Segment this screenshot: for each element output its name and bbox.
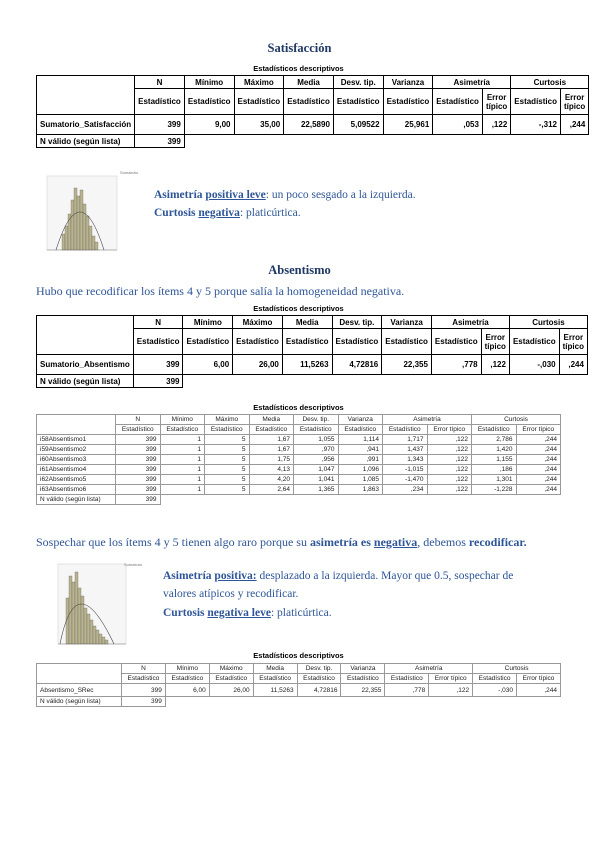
note-text: valores atípicos y recodificar.	[163, 588, 299, 600]
cell: 399	[116, 485, 161, 495]
sub-header: Error típico	[427, 425, 472, 435]
cell: 6,00	[183, 355, 233, 375]
cell: ,941	[338, 445, 383, 455]
cell: 1	[160, 455, 205, 465]
cell: 1,365	[294, 485, 339, 495]
cell: 5	[205, 435, 250, 445]
col-header: Asimetría	[383, 415, 472, 425]
note-asimetria-abs	[163, 570, 513, 582]
cell: 26,00	[209, 684, 253, 697]
cell: 1,437	[383, 445, 428, 455]
cell: 1	[160, 435, 205, 445]
table-row	[37, 135, 589, 148]
suspicion-paragraph	[36, 535, 527, 550]
cell: 399	[135, 135, 185, 148]
table-row	[37, 375, 588, 388]
histogram-thumbnail	[42, 170, 139, 262]
cell: 399	[116, 465, 161, 475]
table-row	[37, 455, 561, 465]
table-row	[37, 445, 561, 455]
note-text: : un poco sesgado a la izquierda.	[265, 189, 416, 201]
col-header: Curtosis	[472, 415, 561, 425]
sub-header: Estadístico	[205, 425, 250, 435]
cell: -,030	[509, 355, 559, 375]
sub-header: Estadístico	[383, 89, 433, 115]
sub-header: Estadístico	[122, 674, 166, 684]
table-row	[37, 697, 561, 707]
cell: ,244	[559, 355, 587, 375]
term: Asimetría	[154, 189, 203, 201]
table-row	[37, 684, 561, 697]
corner-cell	[37, 664, 122, 684]
sub-header: Estadístico	[233, 329, 283, 355]
cell: 1,67	[249, 435, 294, 445]
note-asimetria-sat	[154, 189, 416, 201]
sub-header: Estadístico	[183, 329, 233, 355]
cell: 22,355	[382, 355, 432, 375]
sub-header: Estadístico	[135, 89, 185, 115]
cell: 11,5263	[282, 355, 332, 375]
row-label: Sumatorio_Absentismo	[37, 355, 134, 375]
sub-header: Estadístico	[333, 89, 383, 115]
cell: ,778	[431, 355, 481, 375]
sub-header: Estadístico	[234, 89, 284, 115]
col-header: Desv. tip.	[333, 76, 383, 89]
note-curtosis-sat	[154, 207, 301, 219]
text: Sospechar que los ítems 4 y 5 tienen algo raro porque su	[36, 535, 310, 549]
table-caption: Estadísticos descriptivos	[253, 651, 344, 660]
cell: 5	[205, 445, 250, 455]
cell: 4,72816	[332, 355, 382, 375]
table-row	[37, 115, 589, 135]
term: Curtosis	[154, 207, 196, 219]
descriptives-table-absentismo	[36, 315, 588, 388]
cell: 399	[133, 375, 183, 388]
cell: 1	[160, 445, 205, 455]
sub-header: Estadístico	[297, 674, 341, 684]
col-header: N	[133, 316, 183, 329]
cell: 1,67	[249, 445, 294, 455]
cell: ,186	[472, 465, 517, 475]
col-header: Curtosis	[509, 316, 587, 329]
cell: ,122	[429, 684, 473, 697]
cell: 4,13	[249, 465, 294, 475]
cell: 5,09522	[333, 115, 383, 135]
cell: 399	[116, 435, 161, 445]
sub-header: Estadístico	[249, 425, 294, 435]
sub-header: Estadístico	[184, 89, 234, 115]
cell: 4,72816	[297, 684, 341, 697]
note-text: : platicúrtica.	[270, 607, 332, 619]
histogram-label: Sumatorio	[124, 562, 143, 567]
table-caption: Estadísticos descriptivos	[253, 64, 344, 73]
cell: 1,041	[294, 475, 339, 485]
sub-header: Error típico	[481, 329, 509, 355]
cell: 1,047	[294, 465, 339, 475]
col-header: Varianza	[338, 415, 383, 425]
cell: ,244	[516, 445, 561, 455]
col-header: Asimetría	[385, 664, 473, 674]
table-row	[37, 495, 561, 505]
sub-header: Estadístico	[509, 329, 559, 355]
term: Asimetría	[163, 570, 212, 582]
sub-header: Estadístico	[472, 425, 517, 435]
table-row	[37, 355, 588, 375]
cell: ,122	[427, 445, 472, 455]
cell: 1,155	[472, 455, 517, 465]
col-header: Media	[284, 76, 334, 89]
term: Curtosis	[163, 607, 205, 619]
row-label: N válido (según lista)	[37, 697, 122, 707]
sub-header: Estadístico	[433, 89, 483, 115]
sub-header: Estadístico	[332, 329, 382, 355]
cell: 26,00	[233, 355, 283, 375]
sub-header: Estadístico	[160, 425, 205, 435]
sub-header: Estadístico	[431, 329, 481, 355]
cell: ,778	[385, 684, 429, 697]
cell: 1,75	[249, 455, 294, 465]
descriptives-table-absentismo-recoded	[36, 663, 561, 707]
col-header: Varianza	[383, 76, 433, 89]
note-curtosis-abs	[163, 607, 332, 619]
col-header: Máximo	[233, 316, 283, 329]
cell: 399	[135, 115, 185, 135]
sub-header: Estadístico	[284, 89, 334, 115]
term-underlined: negativa	[198, 207, 240, 219]
cell: ,122	[482, 115, 510, 135]
sub-header: Error típico	[482, 89, 510, 115]
cell: 399	[116, 455, 161, 465]
histogram-thumbnail	[44, 558, 143, 654]
cell: ,244	[516, 455, 561, 465]
sub-header: Estadístico	[133, 329, 183, 355]
cell: 5	[205, 465, 250, 475]
table-caption: Estadísticos descriptivos	[253, 304, 344, 313]
cell: -1,015	[383, 465, 428, 475]
col-header: Mínimo	[183, 316, 233, 329]
cell: 1,717	[383, 435, 428, 445]
row-label: N válido (según lista)	[37, 495, 116, 505]
cell: -1,228	[472, 485, 517, 495]
text-bold: asimetría es	[309, 535, 374, 549]
table-row	[37, 485, 561, 495]
corner-cell	[37, 76, 135, 115]
col-header: Desv. tip.	[332, 316, 382, 329]
cell: ,244	[560, 115, 588, 135]
sub-header: Estadístico	[341, 674, 385, 684]
table-row	[37, 465, 561, 475]
cell: 399	[122, 697, 166, 707]
row-label: i63Absentismo6	[37, 485, 116, 495]
col-header: Asimetría	[431, 316, 509, 329]
row-label: i61Absentismo4	[37, 465, 116, 475]
col-header: N	[116, 415, 161, 425]
cell: 9,00	[184, 115, 234, 135]
row-label: N válido (según lista)	[37, 135, 135, 148]
cell: 6,00	[165, 684, 209, 697]
note-asimetria-abs-cont	[163, 588, 298, 600]
cell: 2,64	[249, 485, 294, 495]
cell: ,244	[516, 465, 561, 475]
table-row	[37, 475, 561, 485]
cell: ,122	[427, 485, 472, 495]
row-label: Sumatorio_Satisfacción	[37, 115, 135, 135]
corner-cell	[37, 316, 134, 355]
sub-header: Estadístico	[511, 89, 561, 115]
sub-header: Estadístico	[294, 425, 339, 435]
sub-header: Estadístico	[165, 674, 209, 684]
col-header: N	[135, 76, 185, 89]
cell: 1,301	[472, 475, 517, 485]
col-header: Mínimo	[165, 664, 209, 674]
cell: ,970	[294, 445, 339, 455]
term-underlined: negativa leve	[207, 607, 271, 619]
cell: 399	[122, 684, 166, 697]
cell: -,312	[511, 115, 561, 135]
col-header: Varianza	[341, 664, 385, 674]
sub-header: Error típico	[516, 425, 561, 435]
histogram-label: Sumatorio	[120, 170, 139, 175]
sub-header: Estadístico	[473, 674, 517, 684]
cell: ,122	[427, 465, 472, 475]
row-label: i59Absentismo2	[37, 445, 116, 455]
sub-header: Estadístico	[385, 674, 429, 684]
cell: 1,114	[338, 435, 383, 445]
cell: 4,20	[249, 475, 294, 485]
cell: 5	[205, 485, 250, 495]
cell: -,030	[473, 684, 517, 697]
cell: 35,00	[234, 115, 284, 135]
empty-cell	[184, 135, 588, 148]
col-header: Curtosis	[511, 76, 589, 89]
cell: 399	[133, 355, 183, 375]
term-underlined: positiva leve	[205, 189, 266, 201]
term-underlined: positiva:	[214, 570, 257, 582]
note-text: desplazado a la izquierda. Mayor que 0.5, sospechar de	[256, 570, 514, 582]
cell: 399	[116, 475, 161, 485]
cell: 1	[160, 475, 205, 485]
descriptives-table-satisfaccion	[36, 75, 589, 148]
empty-cell	[160, 495, 561, 505]
sub-header: Estadístico	[382, 329, 432, 355]
col-header: Media	[253, 664, 297, 674]
sub-header: Error típico	[517, 674, 561, 684]
cell: 11,5263	[253, 684, 297, 697]
text-underlined: negativa	[373, 535, 418, 549]
sub-header: Estadístico	[253, 674, 297, 684]
col-header: Máximo	[209, 664, 253, 674]
col-header: Mínimo	[160, 415, 205, 425]
cell: ,244	[516, 435, 561, 445]
cell: -1,470	[383, 475, 428, 485]
empty-cell	[165, 697, 560, 707]
section-title-absentismo: Absentismo	[268, 263, 331, 277]
cell: ,234	[383, 485, 428, 495]
text-bold: recodificar.	[468, 535, 527, 549]
cell: 22,355	[341, 684, 385, 697]
cell: 399	[116, 445, 161, 455]
cell: 1	[160, 485, 205, 495]
cell: 1	[160, 465, 205, 475]
cell: ,122	[427, 475, 472, 485]
cell: 1,343	[383, 455, 428, 465]
cell: 2,786	[472, 435, 517, 445]
cell: ,122	[427, 455, 472, 465]
col-header: N	[122, 664, 166, 674]
cell: 1,420	[472, 445, 517, 455]
col-header: Máximo	[205, 415, 250, 425]
cell: 1,863	[338, 485, 383, 495]
empty-cell	[183, 375, 587, 388]
col-header: Asimetría	[433, 76, 511, 89]
col-header: Media	[249, 415, 294, 425]
row-label: i62Absentismo5	[37, 475, 116, 485]
col-header: Curtosis	[473, 664, 561, 674]
cell: 22,5890	[284, 115, 334, 135]
sub-header: Estadístico	[282, 329, 332, 355]
sub-header: Error típico	[559, 329, 587, 355]
cell: 399	[116, 495, 161, 505]
cell: ,244	[516, 475, 561, 485]
cell: 1,085	[338, 475, 383, 485]
col-header: Desv. tip.	[297, 664, 341, 674]
sub-header: Error típico	[560, 89, 588, 115]
cell: 1,055	[294, 435, 339, 445]
sub-header: Estadístico	[383, 425, 428, 435]
col-header: Desv. tip.	[294, 415, 339, 425]
sub-header: Estadístico	[209, 674, 253, 684]
cell: 25,961	[383, 115, 433, 135]
table-row	[37, 435, 561, 445]
row-label: i58Absentismo1	[37, 435, 116, 445]
sub-header: Estadístico	[116, 425, 161, 435]
table-caption: Estadísticos descriptivos	[253, 403, 344, 412]
sub-header: Estadístico	[338, 425, 383, 435]
row-label: i60Absentismo3	[37, 455, 116, 465]
cell: ,244	[516, 485, 561, 495]
cell: ,122	[481, 355, 509, 375]
cell: ,122	[427, 435, 472, 445]
cell: ,053	[433, 115, 483, 135]
cell: ,244	[517, 684, 561, 697]
cell: ,956	[294, 455, 339, 465]
corner-cell	[37, 415, 116, 435]
cell: ,991	[338, 455, 383, 465]
note-text: : platicúrtica.	[239, 207, 301, 219]
row-label: N válido (según lista)	[37, 375, 134, 388]
cell: 1,096	[338, 465, 383, 475]
cell: 5	[205, 455, 250, 465]
row-label: Absentismo_SRec	[37, 684, 122, 697]
col-header: Mínimo	[184, 76, 234, 89]
descriptives-table-items	[36, 414, 561, 505]
col-header: Varianza	[382, 316, 432, 329]
text: , debemos	[417, 535, 469, 549]
col-header: Máximo	[234, 76, 284, 89]
intro-paragraph: Hubo que recodificar los ítems 4 y 5 porque salía la homogeneidad negativa.	[36, 284, 405, 298]
cell: 5	[205, 475, 250, 485]
section-title-satisfaccion: Satisfacción	[267, 41, 332, 55]
sub-header: Error típico	[429, 674, 473, 684]
col-header: Media	[282, 316, 332, 329]
